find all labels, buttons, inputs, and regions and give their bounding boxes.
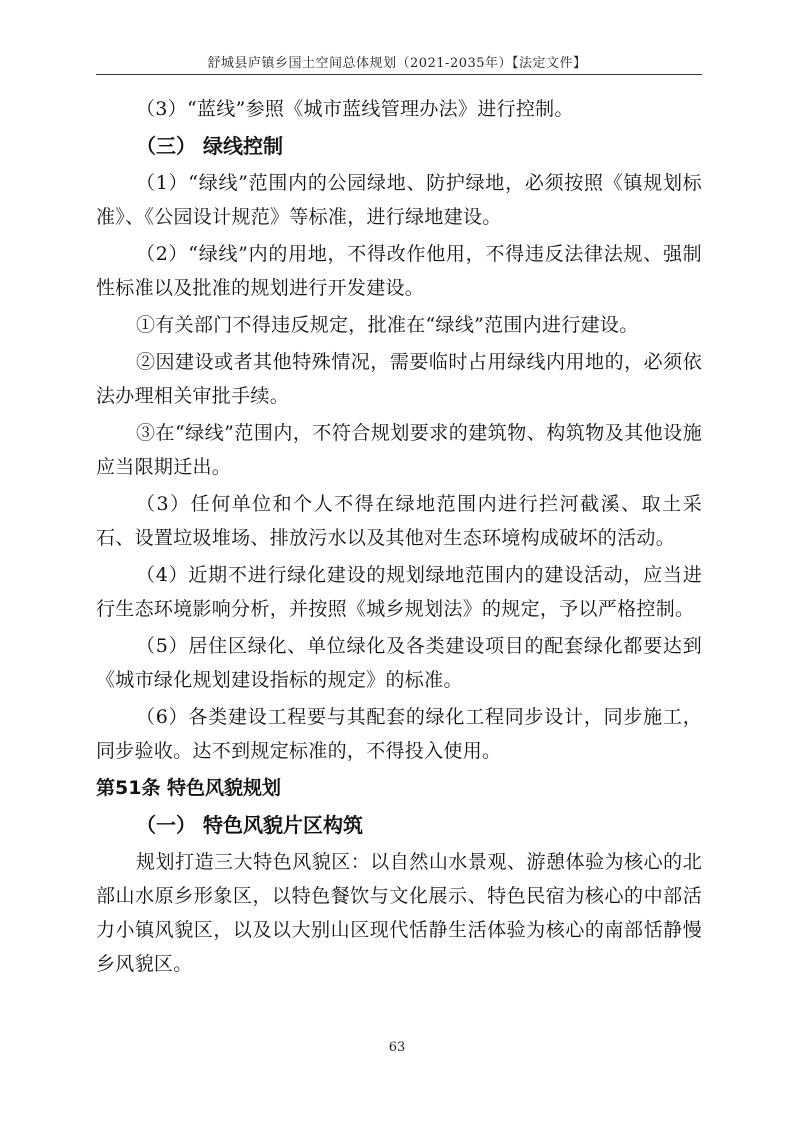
document-body — [96, 92, 702, 984]
header-divider — [96, 74, 702, 75]
article-heading: 第51条 特色风貌规划 — [96, 777, 282, 799]
paragraph-green-2-item-3: ③在“绿线”范围内，不符合规划要求的建筑物、构筑物及其他设施应当限期迁出。 — [96, 422, 702, 478]
paragraph-green-3: （3）任何单位和个人不得在绿地范围内进行拦河截溪、取土采石、设置垃圾堆场、排放污水以及其他对生态环境构成破坏的活动。 — [96, 493, 702, 549]
paragraph-green-4: （4）近期不进行绿化建设的规划绿地范围内的建设活动，应当进行生态环境影响分析，并按照《城乡规划法》的规定，予以严格控制。 — [96, 564, 702, 620]
paragraph-green-6: （6）各类建设工程要与其配套的绿化工程同步设计，同步施工，同步验收。达不到规定标准的，不得投入使用。 — [96, 706, 702, 762]
paragraph-feature-zones: 规划打造三大特色风貌区：以自然山水景观、游憩体验为核心的北部山水原乡形象区，以特色餐饮与文化展示、特色民宿为核心的中部活力小镇风貌区，以及以大别山区现代恬静生活体验为核心的南部恬静慢乡风貌区。 — [96, 851, 702, 975]
paragraph-green-1: （1）“绿线”范围内的公园绿地、防护绿地，必须按照《镇规划标准》、《公园设计规范》等标准，进行绿地建设。 — [96, 172, 702, 228]
section-heading-green-line: （三） 绿线控制 — [136, 134, 283, 158]
paragraph-green-2: （2）“绿线”内的用地，不得改作他用，不得违反法律法规、强制性标准以及批准的规划进行开发建设。 — [96, 243, 702, 299]
running-header: 舒城县庐镇乡国土空间总体规划（2021-2035年）【法定文件】 — [207, 56, 587, 71]
paragraph-green-2-item-2: ②因建设或者其他特殊情况，需要临时占用绿线内用地的，必须依法办理相关审批手续。 — [96, 351, 702, 407]
paragraph-green-5: （5）居住区绿化、单位绿化及各类建设项目的配套绿化都要达到《城市绿化规划建设指标的规定》的标准。 — [96, 635, 702, 691]
section-heading-feature-zones: （一） 特色风貌片区构筑 — [136, 813, 363, 837]
page-number: 63 — [388, 1040, 406, 1055]
paragraph-green-2-item-1: ①有关部门不得违反规定，批准在“绿线”范围内进行建设。 — [136, 314, 639, 336]
paragraph-blue-line: （3）“蓝线”参照《城市蓝线管理办法》进行控制。 — [136, 98, 574, 120]
